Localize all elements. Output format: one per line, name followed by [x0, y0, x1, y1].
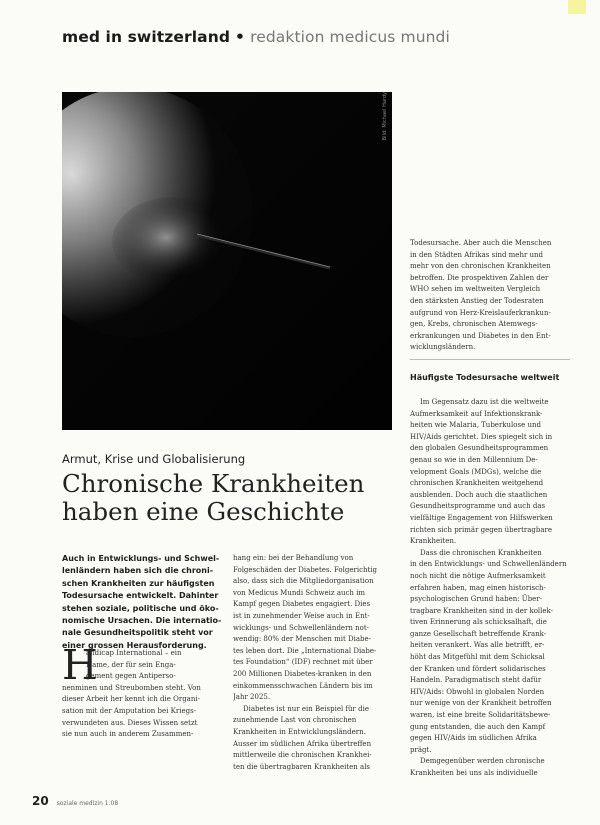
publication-source: soziale medizin 1.08 — [56, 800, 119, 807]
body-line: in den Städten Afrikas sind mehr und — [410, 250, 544, 259]
lead-line: schen Krankheiten zur häufigsten — [62, 578, 215, 588]
lead-line: Auch in Entwicklungs- und Schwel- — [62, 554, 220, 563]
body-line: chronischen Krankheiten weitgehend — [410, 479, 544, 488]
lead-line: stehen soziale, politische und öko- — [62, 603, 219, 613]
body-line: psychologischen Grund haben: Über- — [410, 595, 543, 604]
body-line: tiven Erinnerung als schicksalhaft, die — [410, 618, 547, 627]
body-line: noch nicht die nötige Aufmerksamkeit — [410, 571, 546, 580]
body-line: betroffen. Die prospektiven Zahlen der — [410, 273, 549, 282]
header-separator-bullet: • — [235, 28, 246, 46]
body-line: Gesundheitsprogramme und auch das — [410, 502, 546, 511]
body-line: HIV/Aids: Obwohl in globalen Norden — [410, 687, 545, 696]
body-line: WHO sehen im weltweiten Vergleich — [410, 285, 541, 294]
body-line: ist in zunehmender Weise auch in Ent- — [233, 611, 370, 620]
article-photo — [62, 92, 392, 430]
section-name: med in switzerland — [62, 28, 231, 46]
body-column-2 — [233, 553, 393, 773]
body-line: Kampf gegen Diabetes engagiert. Dies — [233, 600, 371, 609]
syringe-needle-photo — [62, 92, 392, 430]
body-line: den stärksten Anstieg der Todesraten — [410, 296, 544, 305]
lead-line: einer grossen Herausforderung. — [62, 640, 207, 650]
body-line: Krankheiten bei uns als individuelle — [410, 769, 538, 777]
body-line: ten die übertragbaren Krankheiten als — [233, 762, 371, 771]
body-line: velopment Goals (MDGs), welche die — [410, 467, 542, 476]
body-line: heiten verankert. Was alle betrifft, er- — [410, 641, 545, 650]
body-line: Im Gegensatz dazu ist die weltweite — [420, 398, 549, 406]
sticky-note-marker — [568, 0, 586, 14]
body-line: Dass die chronischen Krankheiten — [420, 548, 542, 557]
body-line: wendig: 80% der Menschen mit Diabe- — [233, 635, 372, 644]
title-line: Chronische Krankheiten — [62, 469, 365, 498]
body-line: wicklungsländern. — [410, 343, 476, 352]
body-line: dieser Arbeit her kennt ich die Organi- — [62, 695, 200, 704]
title-line: haben eine Geschichte — [62, 497, 345, 526]
body-line: sation mit der Amputation bei Kriegs- — [62, 706, 197, 715]
body-line: Aufmerksamkeit auf Infektionskrank- — [410, 409, 543, 418]
body-line: tes Foundation“ (IDF) rechnet mit über — [233, 658, 373, 667]
body-line: erfahren haben, mag einen historisch- — [410, 583, 546, 592]
body-line: HIV/Aids gerichtet. Dies spiegelt sich in — [410, 432, 553, 441]
body-line: Folgeschäden der Diabetes. Folgerichtig — [233, 565, 378, 574]
body-line: höht das Mitgefühl mit dem Schicksal — [410, 653, 545, 662]
body-column-3-bottom — [410, 397, 570, 780]
body-line: ausblenden. Doch auch die staatlichen — [410, 490, 548, 499]
article-title — [62, 470, 364, 526]
body-line: erkrankungen und Diabetes in den Ent- — [410, 331, 551, 340]
body-line: mehr von den chronischen Krankheiten — [410, 262, 551, 271]
body-line: waren, ist eine breite Solidaritätsbewe- — [410, 711, 551, 720]
body-line: 200 Millionen Diabetes-kranken in den — [233, 669, 372, 678]
body-line: genau so wie in den Millennium De- — [410, 455, 538, 464]
body-line: Demgegenüber werden chronische — [420, 757, 545, 766]
body-line: prägt. — [410, 745, 432, 754]
body-line: andicap International – ein — [86, 649, 182, 657]
body-line: hang ein: bei der Behandlung von — [233, 554, 354, 562]
article-subheading: Häufigste Todesursache weltweit — [410, 373, 560, 382]
body-line: einkommensschwachen Ländern bis im — [233, 681, 373, 690]
body-line: Ausser im südlichen Afrika übertreffen — [233, 739, 372, 748]
article-kicker: Armut, Krise und Globalisierung — [62, 452, 246, 466]
body-line: Jahr 2025. — [233, 693, 271, 702]
body-line: vielfältige Engagement von Hilfswerken — [410, 513, 553, 522]
drop-cap: H — [62, 641, 98, 689]
page-footer — [32, 790, 118, 809]
body-line: ganze Gesellschaft betreffende Krank- — [410, 629, 547, 638]
article-lead — [62, 553, 222, 652]
body-line: sie nun auch in anderem Zusammen- — [62, 730, 194, 739]
lead-line: nale Gesundheitspolitik steht vor — [62, 628, 213, 638]
body-line: Krankheiten. — [410, 537, 457, 546]
body-line: heiten wie Malaria, Tuberkulose und — [410, 421, 541, 430]
photo-credit: Bild: Michael Hardy — [382, 92, 388, 141]
body-line: gement gegen Antiperso- — [86, 672, 176, 681]
body-line: richten sich primär gegen übertragbare — [410, 525, 553, 534]
body-line: wicklungs- und Schwellenländern not- — [233, 623, 370, 632]
body-line: zunehmende Last von chronischen — [233, 716, 357, 725]
body-line: aufgrund von Herz-Kreislauferkrankun- — [410, 308, 551, 317]
body-line: in den Entwicklungs- und Schwellenländern — [410, 560, 567, 569]
body-line: gen, Krebs, chronischen Atemwegs- — [410, 320, 538, 329]
body-line: von Medicus Mundi Schweiz auch im — [233, 588, 366, 597]
body-column-3-top — [410, 238, 570, 354]
body-line: Handeln. Paradigmatisch steht dafür — [410, 676, 542, 685]
body-line: Diabetes ist nur ein Beispiel für die — [243, 704, 369, 713]
body-line: Todesursache. Aber auch die Menschen — [410, 239, 552, 247]
body-line: den globalen Gesundheitsprogrammen — [410, 444, 549, 453]
body-line: gegen HIV/Aids im südlichen Afrika — [410, 734, 537, 743]
body-line: der Kranken und fördert solidarisches — [410, 664, 546, 673]
body-line: Name, der für sein Enga- — [86, 660, 176, 669]
body-line: tes leben dort. Die „International Diabe- — [233, 646, 377, 655]
body-line: tragbare Krankheiten sind in der kollek- — [410, 606, 554, 615]
page-number: 20 — [32, 794, 49, 808]
section-divider — [410, 359, 570, 360]
lead-line: nomische Ursachen. Die internatio- — [62, 616, 222, 626]
body-line: verwundeten aus. Dieses Wissen setzt — [62, 718, 198, 727]
body-line: mittlerweile die chronischen Krankhei- — [233, 751, 372, 760]
body-line: Krankheiten in Entwicklungsländern. — [233, 727, 366, 736]
section-header — [62, 28, 450, 46]
body-line: gung entstanden, die auch den Kampf — [410, 722, 546, 731]
lead-line: Todesursache entwickelt. Dahinter — [62, 591, 219, 601]
body-line: nur wenige von der Krankheit betroffen — [410, 699, 552, 708]
body-line: also, dass sich die Mitgliedorganisation — [233, 577, 374, 586]
body-line: nenminen und Streubomben steht. Von — [62, 683, 201, 692]
subsection-name: redaktion medicus mundi — [250, 28, 450, 46]
lead-line: lenländern haben sich die chroni- — [62, 566, 214, 576]
